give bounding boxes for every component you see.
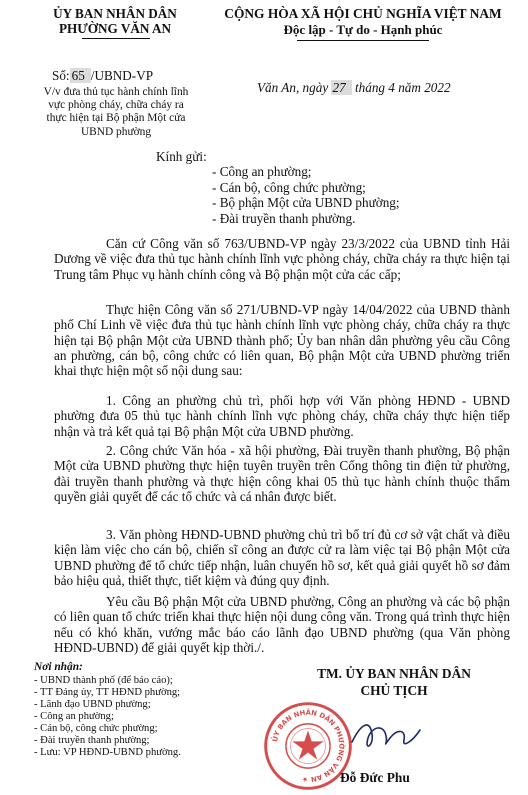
issue-date-suffix: tháng 4 năm 2022 [354, 80, 451, 95]
document-number [52, 68, 153, 83]
motto-underline [297, 40, 429, 41]
svg-text:ỦY BAN NHÂN DÂN PHƯỜNG VĂN AN: ỦY BAN NHÂN DÂN PHƯỜNG VĂN AN ★ [270, 708, 346, 784]
footer-recipient-item: - Lãnh đạo UBND phường; [34, 699, 151, 710]
signer-name: Đỗ Đức Phu [340, 770, 410, 785]
issue-date-prefix: Văn An, ngày [257, 80, 329, 95]
body-paragraph-3: 1. Công an phường chủ trì, phối hợp với Văn phòng HĐND - UBND phường đưa 05 thủ tục hành chính lĩnh vực phòng cháy, chữa cháy thực hiện tiếp nhận và trả kết quả tại Bộ phận Một cửa UBND phường. [54, 393, 510, 439]
issuer-name: ỦY BAN NHÂN DÂN [53, 6, 177, 21]
issue-date [257, 80, 451, 95]
signature-title: TM. ỦY BAN NHÂN DÂN [317, 666, 471, 681]
recipients-footer-list [34, 675, 264, 759]
issuer-ward: PHƯỜNG VĂN AN [58, 21, 172, 36]
body-paragraph-6: Yêu cầu Bộ phận Một cửa UBND phường, Công an phường và các bộ phận có liên quan tổ chức triển khai thực hiện nội dung công văn. Trong quá trình thực hiện nếu có khó khăn, vướng mắc báo cáo lãnh đạo UBND phường (qua Văn phòng HĐND-UBND) để giải quyết kịp thời./. [54, 594, 510, 655]
footer-recipient-item: - TT Đảng ủy, TT HĐND phường; [34, 687, 181, 698]
footer-recipient-item: - Đài truyền thanh phường; [34, 735, 150, 746]
recipients-footer-label: Nơi nhận: [34, 661, 83, 673]
issue-date-day: 27 [331, 80, 351, 95]
body-paragraph-5: 3. Văn phòng HĐND-UBND phường chủ trì bố trí đủ cơ sở vật chất và điều kiện làm việc cho cán bộ, chiến sĩ công an được cử ra làm việc tại Bộ phận Một cửa UBND phường để tổ chức tiếp nhận, luân chuyển hồ sơ, kết quả giải quyết hồ sơ đảm bảo hiệu quả, thiết thực, tiết kiệm và đúng quy định. [54, 527, 510, 588]
recipients-list [212, 164, 512, 226]
recipient-item: - Đài truyền thanh phường. [212, 210, 356, 226]
document-number-value: 65 [70, 68, 91, 83]
document-number-suffix: /UBND-VP [90, 68, 154, 83]
document-number-label: Số: [52, 68, 70, 83]
footer-recipient-item: - Công an phường; [34, 711, 114, 722]
recipient-item: - Cán bộ, công chức phường; [212, 179, 366, 195]
body-paragraph-4: 2. Công chức Văn hóa - xã hội phường, Đài truyền thanh phường, Bộ phận Một cửa UBND phường thực hiện tuyên truyền trên Cổng thông tin điện tử phường, đài truyền thanh phường và thực hiện công khai 05 thủ tục hành chính thuộc thẩm quyền giải quyết để các tổ chức và cá nhân được biết. [54, 443, 510, 504]
document-subject: V/v đưa thủ tục hành chính lĩnh vực phòng cháy, chữa cháy ra thực hiện tại Bộ phận Một cửa UBND phường [43, 86, 189, 138]
footer-recipient-item: - UBND thành phố (để báo cáo); [34, 675, 173, 686]
recipients-label: Kính gửi: [156, 149, 207, 164]
footer-recipient-item: - Lưu: VP HĐND-UBND phường. [34, 747, 181, 758]
handwritten-signature-icon [346, 712, 426, 758]
recipient-item: - Bộ phận Một cửa UBND phường; [212, 195, 400, 211]
recipient-item: - Công an phường; [212, 164, 312, 179]
body-paragraph-1: Căn cứ Công văn số 763/UBND-VP ngày 23/3/2022 của UBND tỉnh Hải Dương về việc đưa thủ tục hành chính lĩnh vực phòng cháy, chữa cháy ra thực hiện tại Trung tâm Phục vụ hành chính công và Bộ phận một cửa các cấp; [54, 236, 510, 282]
issuer-underline [82, 38, 150, 39]
footer-recipient-item: - Cán bộ, công chức phường; [34, 723, 158, 734]
national-title: CỘNG HÒA XÃ HỘI CHỦ NGHĨA VIỆT NAM [224, 6, 502, 21]
national-motto: Độc lập - Tự do - Hạnh phúc [283, 22, 443, 37]
body-paragraph-2: Thực hiện Công văn số 271/UBND-VP ngày 14/04/2022 của UBND thành phố Chí Linh về việc đưa thủ tục hành chính lĩnh vực phòng cháy, chữa cháy ra thực hiện tại Bộ phận Một cửa UBND thành phố; Ủy ban nhân dân phường yêu cầu Công an phường, cán bộ, công chức có liên quan, Bộ phận Một cửa UBND phường triển khai thực hiện một số nội dung sau: [54, 302, 510, 379]
signature-position: CHỦ TỊCH [360, 683, 428, 698]
